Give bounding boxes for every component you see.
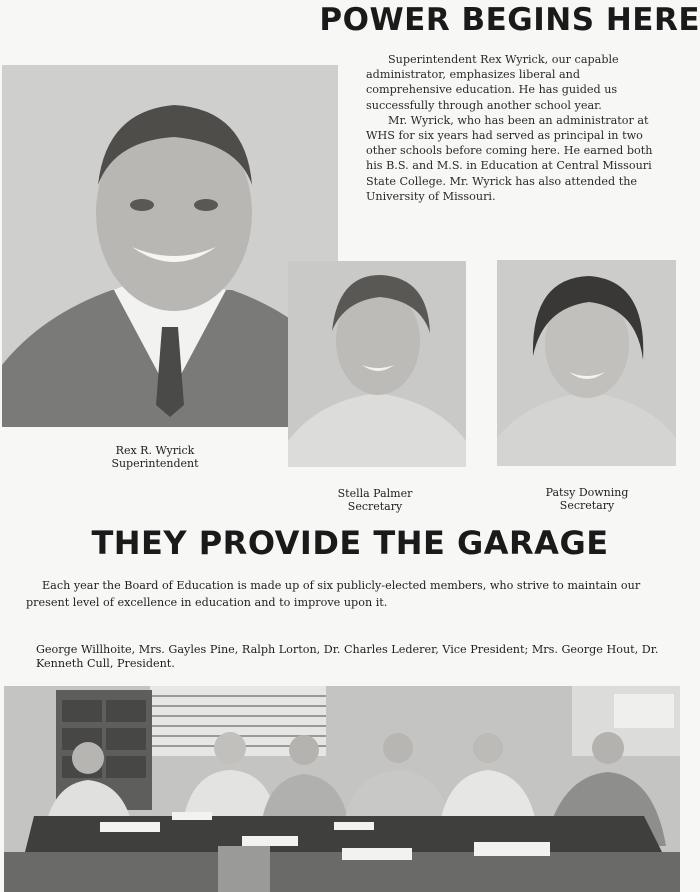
board-names-caption: George Willhoite, Mrs. Gayles Pine, Ralph Lorton, Dr. Charles Lederer, Vice President; Mrs. George Hout, Dr. Kenneth Cull, President. (36, 643, 659, 670)
superintendent-bio (366, 52, 666, 204)
bio-paragraph-2: Mr. Wyrick, who has been an administrator at WHS for six years had served as principal in two other schools before coming here. He earned both his B.S. and M.S. in Education at Central Missouri State College. Mr. Wyrick has also attended the University of Missouri. (366, 113, 653, 203)
page-title: POWER BEGINS HERE (319, 2, 700, 38)
section-title: THEY PROVIDE THE GARAGE (91, 524, 609, 562)
caption-name: Stella Palmer (337, 487, 413, 500)
stella-palmer-photo (288, 261, 466, 467)
caption-patsy-downing (512, 486, 662, 512)
caption-name: Patsy Downing (545, 486, 629, 499)
caption-role: Secretary (559, 499, 615, 512)
caption-stella-palmer (300, 487, 450, 513)
board-group-photo (4, 686, 680, 892)
caption-role: Secretary (347, 500, 403, 513)
board-intro: Each year the Board of Education is made up of six publicly-elected members, who strive to maintain our present level of excellence in education and to improve upon it. (26, 579, 641, 609)
caption-name: Rex R. Wyrick (115, 444, 195, 457)
bio-paragraph-1: Superintendent Rex Wyrick, our capable administrator, emphasizes liberal and comprehensive education. He has guided us successfully through another school year. (366, 53, 619, 112)
caption-rex-wyrick (80, 444, 230, 470)
patsy-downing-photo (497, 260, 676, 466)
caption-role: Superintendent (111, 457, 199, 470)
